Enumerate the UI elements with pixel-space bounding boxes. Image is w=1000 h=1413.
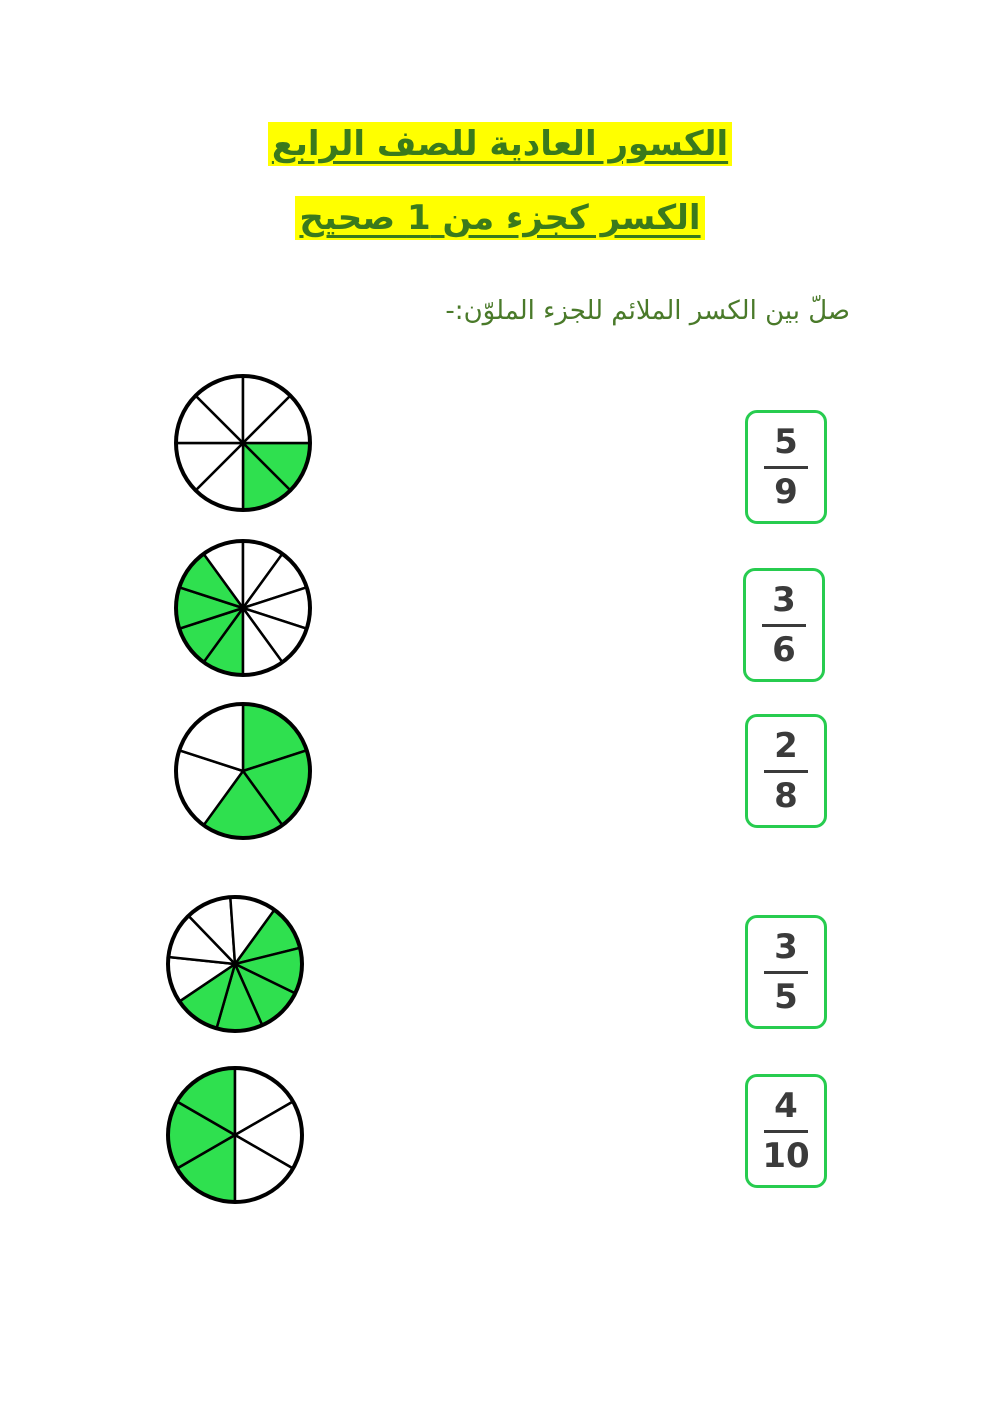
instruction-text: صلّ بين الكسر الملائم للجزء الملوّن:- — [445, 296, 850, 326]
fraction-card-2[interactable] — [743, 568, 825, 682]
fraction-numerator: 3 — [772, 580, 796, 620]
fraction-pie-5[interactable] — [164, 1064, 306, 1206]
fraction-bar — [764, 770, 808, 773]
fraction-denominator: 5 — [774, 977, 798, 1017]
fraction-numerator: 3 — [774, 927, 798, 967]
fraction-bar — [764, 971, 808, 974]
fraction-bar — [764, 1130, 808, 1133]
fraction-numerator: 5 — [774, 422, 798, 462]
fraction-card-3[interactable] — [745, 714, 827, 828]
worksheet-subtitle — [0, 196, 1000, 240]
fraction-pie-3[interactable] — [172, 700, 314, 842]
fraction-bar — [764, 466, 808, 469]
fraction-pie-4[interactable] — [164, 893, 306, 1035]
fraction-numerator: 2 — [774, 726, 798, 766]
worksheet-title — [0, 122, 1000, 166]
fraction-card-5[interactable] — [745, 1074, 827, 1188]
fraction-numerator: 4 — [774, 1086, 798, 1126]
fraction-denominator: 8 — [774, 776, 798, 816]
worksheet-subtitle-text: الكسر كجزء من 1 صحيح — [295, 196, 704, 240]
fraction-bar — [762, 624, 806, 627]
worksheet-title-text: الكسور العادية للصف الرابع — [268, 122, 732, 166]
fraction-denominator: 10 — [762, 1136, 810, 1176]
fraction-pie-2[interactable] — [172, 537, 314, 679]
fraction-pie-1[interactable] — [172, 372, 314, 514]
fraction-denominator: 9 — [774, 472, 798, 512]
fraction-card-1[interactable] — [745, 410, 827, 524]
fraction-denominator: 6 — [772, 630, 796, 670]
fraction-card-4[interactable] — [745, 915, 827, 1029]
